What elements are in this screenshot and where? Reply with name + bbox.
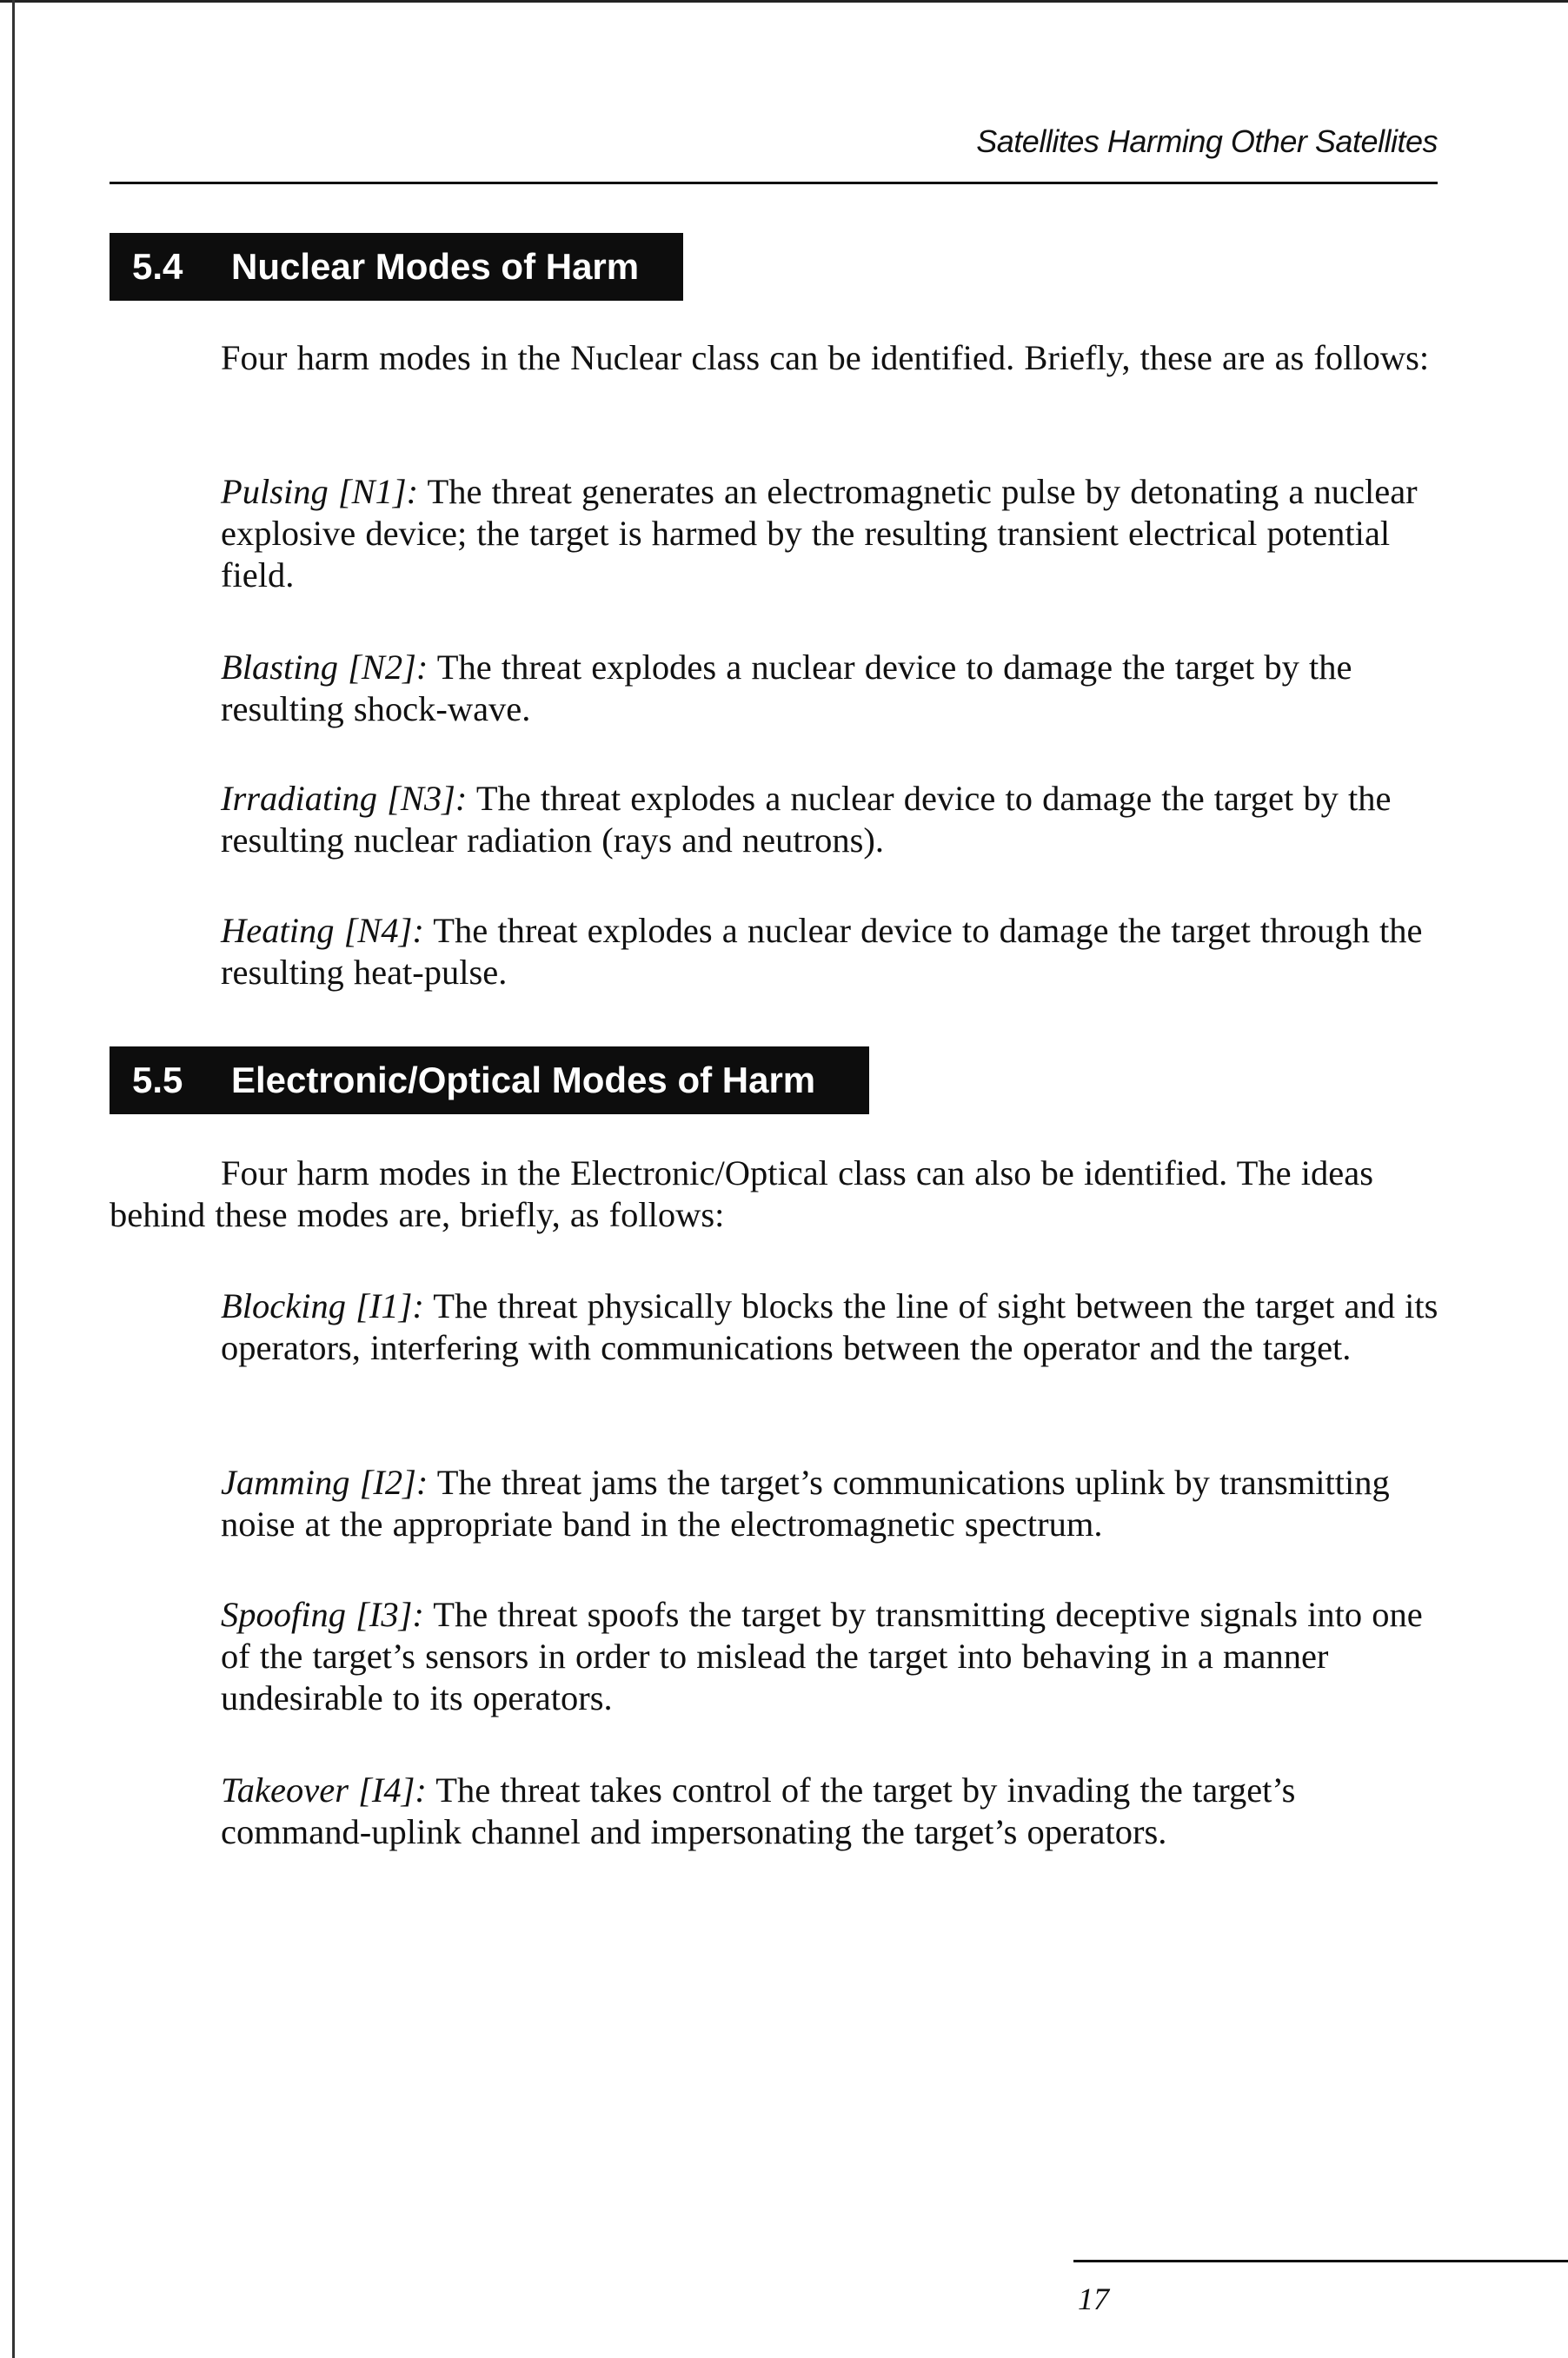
definition-item <box>221 1285 1442 1369</box>
definition-item <box>221 1462 1442 1545</box>
section-heading-5-4 <box>110 233 683 301</box>
section-title: Electronic/Optical Modes of Harm <box>231 1059 816 1100</box>
definition-text: The threat jams the target’s communications uplink by transmitting noise at the appropriate band in the electromagnetic spectrum. <box>221 1463 1390 1544</box>
section-heading-5-5 <box>110 1046 869 1114</box>
definition-term: Blasting [N2]: <box>221 648 429 687</box>
definition-term: Heating [N4]: <box>221 911 424 950</box>
definition-text: The threat explodes a nuclear device to damage the target by the resulting shock-wave. <box>221 648 1352 728</box>
section-number: 5.4 <box>132 246 183 287</box>
definition-text: The threat physically blocks the line of sight between the target and its operators, interfering with communications between the operator and the target. <box>221 1286 1438 1367</box>
definition-term: Pulsing [N1]: <box>221 472 419 511</box>
footer-rule <box>1073 2260 1568 2262</box>
section-intro: Four harm modes in the Nuclear class can be identified. Briefly, these are as follows: <box>221 338 1430 377</box>
scan-top-edge <box>0 0 1568 3</box>
header-rule <box>110 182 1438 184</box>
definition-text: The threat takes control of the target by invading the target’s command-uplink channel and impersonating the target’s operators. <box>221 1770 1296 1851</box>
running-head: Satellites Harming Other Satellites <box>976 123 1438 159</box>
definition-item <box>221 910 1442 993</box>
definition-item <box>221 1770 1442 1853</box>
definition-text: The threat spoofs the target by transmitting deceptive signals into one of the target’s sensors in order to mislead the target into behaving in a manner undesirable to its operators. <box>221 1595 1423 1717</box>
definition-term: Blocking [I1]: <box>221 1286 424 1325</box>
definition-text: The threat generates an electromagnetic pulse by detonating a nuclear explosive device; the target is harmed by the resulting transient electrical potential field. <box>221 472 1418 594</box>
definition-term: Irradiating [N3]: <box>221 779 468 818</box>
definition-item <box>221 647 1442 730</box>
definition-term: Jamming [I2]: <box>221 1463 429 1502</box>
definition-item <box>221 778 1442 861</box>
definition-item <box>221 471 1442 596</box>
scan-left-edge <box>12 0 15 2358</box>
definition-item <box>221 1594 1442 1719</box>
definition-text: The threat explodes a nuclear device to damage the target through the resulting heat-pulse. <box>221 911 1423 992</box>
section-number: 5.5 <box>132 1059 183 1100</box>
page-number: 17 <box>1078 2282 1109 2316</box>
definition-term: Takeover [I4]: <box>221 1770 427 1810</box>
definition-term: Spoofing [I3]: <box>221 1595 424 1634</box>
section-intro: Four harm modes in the Electronic/Optical class can also be identified. The ideas behind these modes are, briefly, as follows: <box>110 1153 1373 1234</box>
definition-text: The threat explodes a nuclear device to damage the target by the resulting nuclear radiation (rays and neutrons). <box>221 779 1392 860</box>
section-title: Nuclear Modes of Harm <box>231 246 640 287</box>
